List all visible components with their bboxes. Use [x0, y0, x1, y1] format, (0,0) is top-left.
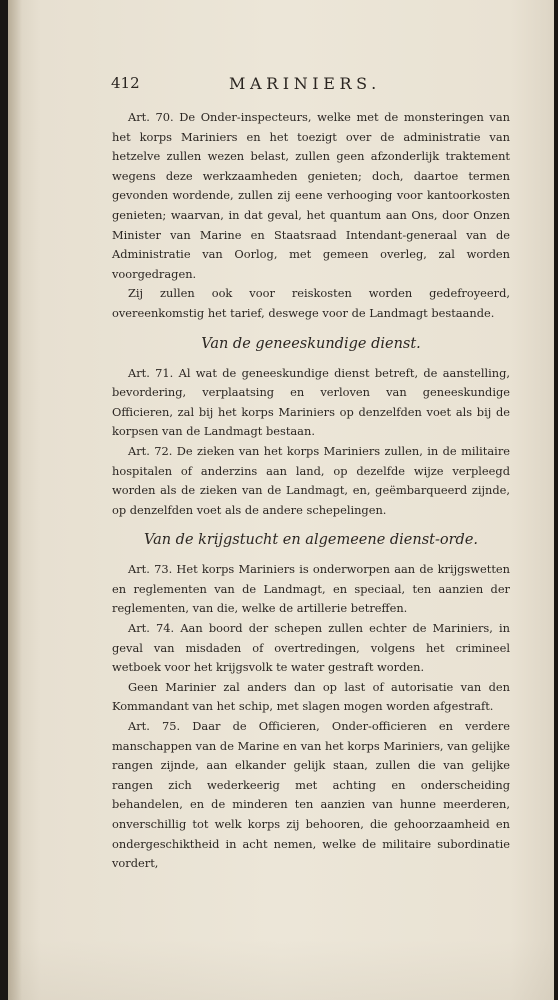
page-spine-shadow — [8, 0, 22, 1000]
article-71: Art. 71. Al wat de geneeskundige dienst betreft, de aanstelling, bevordering, verplaatsing en verloven van geneeskundige Officieren, zal bij het korps Mariniers op denzelfden voet als bij de korpsen van de Landmagt bestaan. — [112, 365, 510, 439]
section-heading-discipline: Van de krijgstucht en algemeene dienst-orde. — [143, 532, 479, 549]
page-header — [111, 74, 511, 94]
article-74-continuation: Geen Marinier zal anders dan op last of autorisatie van den Kommandant van het schip, met slagen mogen worden afgestraft. — [112, 679, 510, 714]
section-heading-medical: Van de geneeskundige dienst. — [201, 335, 421, 352]
article-73: Art. 73. Het korps Mariniers is onderworpen aan de krijgswetten en reglementen van de Landmagt, en speciaal, ten aanzien der reglementen, van die, welke de artillerie betreffen. — [112, 562, 510, 616]
article-74: Art. 74. Aan boord der schepen zullen echter de Mariniers, in geval van misdaden of overtredingen, volgens het crimineel wetboek voor het krijgsvolk te water gestraft worden. — [112, 621, 510, 675]
page-body — [112, 108, 510, 874]
running-title: MARINIERS. — [229, 74, 381, 93]
page-bottom-shade — [8, 940, 554, 1000]
article-75: Art. 75. Daar de Officieren, Onder-officieren en verdere manschappen van de Marine en van het korps Mariniers, van gelijke rangen zijnde, aan elkander gelijk staan, zullen die van gelijke rangen zich wederkeerig met achting en onderscheiding behandelen, en de minderen ten aanzien van hunne meerderen, onverschillig tot welk korps zij behooren, die gehoorzaamheid en ondergeschiktheid in acht nemen, welke de militaire subordinatie vordert, — [112, 719, 510, 871]
article-70: Art. 70. De Onder-inspecteurs, welke met de monsteringen van het korps Mariniers en het toezigt over de administratie van hetzelve zullen wezen belast, zullen geen afzonderlijk traktement wegens deze werkzaamheden genieten; doch, daartoe termen gevonden wordende, zullen zij eene verhooging voor kantoorkosten genieten; waarvan, in dat geval, het quantum aan Ons, door Onzen Minister van Marine en Staatsraad Intendant-generaal van de Administratie van Oorlog, met gemeen overleg, zal worden voorgedragen. — [112, 110, 510, 281]
page-number: 412 — [111, 74, 140, 92]
article-70-continuation: Zij zullen ook voor reiskosten worden gedefroyeerd, overeenkomstig het tarief, deswege voor de Landmagt bestaande. — [112, 286, 510, 320]
article-72: Art. 72. De zieken van het korps Mariniers zullen, in de militaire hospitalen of anderzins aan land, op dezelfde wijze verpleegd worden als de zieken van de Landmagt, en, geëmbarqueerd zijnde, op denzelfden voet als de andere schepelingen. — [112, 443, 510, 517]
book-page — [8, 0, 554, 1000]
